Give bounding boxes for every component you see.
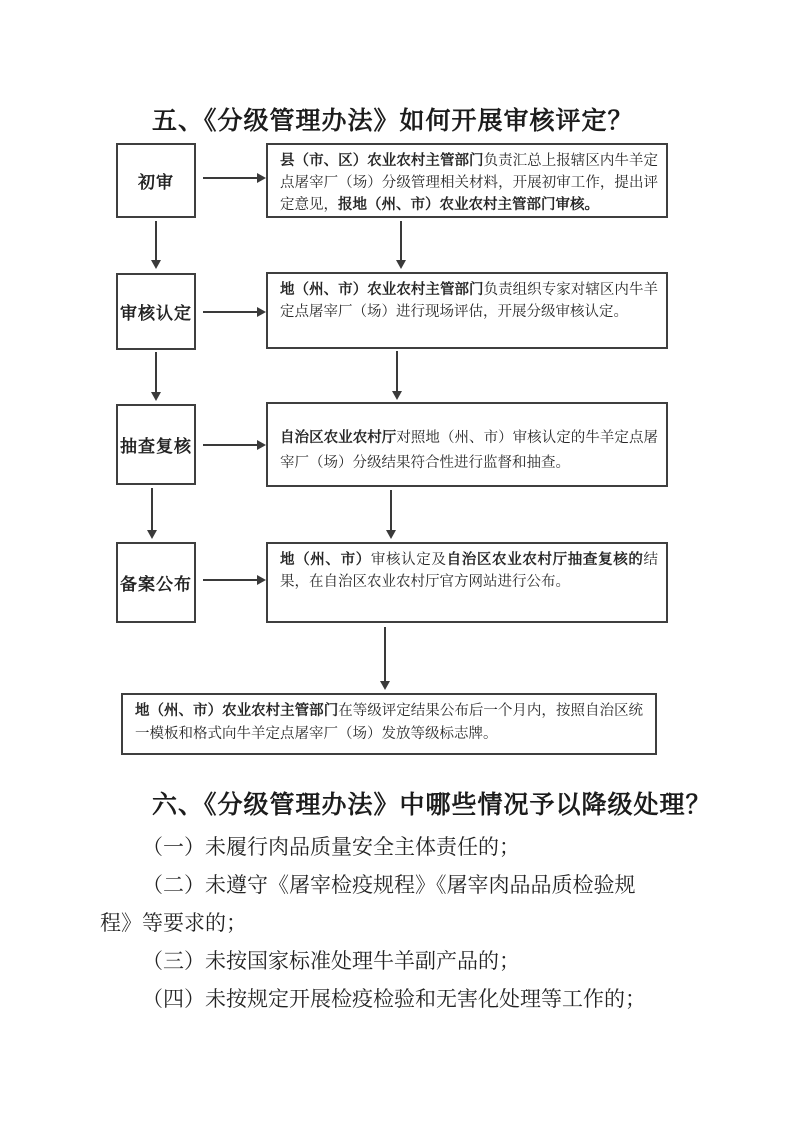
arrow-down-right-1: [400, 221, 402, 260]
list-item-3: （三）未按国家标准处理牛羊副产品的；: [142, 949, 520, 973]
flow-step-box-3: [116, 404, 196, 485]
arrow-down-left-1: [155, 221, 157, 260]
arrow-right-4: [203, 579, 257, 581]
flow-step-label-2: 审核认定: [120, 304, 192, 323]
flow-step-box-2: [116, 273, 196, 350]
arrow-right-1: [203, 177, 257, 179]
flow-desc-box-4: [266, 542, 668, 623]
flow-step-label-1: 初审: [138, 173, 174, 192]
list-item-2: （二）未遵守《屠宰检疫规程》《屠宰肉品品质检验规程》等要求的；: [100, 873, 636, 935]
arrow-right-3: [203, 444, 257, 446]
list-item-4: （四）未按规定开展检疫检验和无害化处理等工作的；: [142, 987, 646, 1011]
flow-desc-text-2: 地（州、市）农业农村主管部门负责组织专家对辖区内牛羊定点屠宰厂（场）进行现场评估，开展分级审核认定。: [280, 282, 659, 320]
section6-heading: 六、《分级管理办法》中哪些情况予以降级处理？: [152, 791, 712, 819]
arrow-down-right-3: [390, 490, 392, 530]
list-item-1: （一）未履行肉品质量安全主体责任的；: [142, 835, 520, 859]
flow-step-label-4: 备案公布: [120, 575, 192, 594]
arrow-down-final: [384, 627, 386, 681]
flow-desc-box-1: [266, 143, 668, 218]
final-note-box: [121, 693, 657, 755]
flow-step-box-1: [116, 143, 196, 218]
arrow-down-left-2: [155, 352, 157, 392]
flow-step-label-3: 抽查复核: [120, 437, 192, 456]
arrow-down-right-2: [396, 351, 398, 391]
arrow-right-2: [203, 311, 257, 313]
downgrade-list: [100, 828, 660, 1018]
arrow-down-left-3: [151, 488, 153, 530]
flow-step-box-4: [116, 542, 196, 623]
flow-desc-text-1: 县（市、区）农业农村主管部门负责汇总上报辖区内牛羊定点屠宰厂（场）分级管理相关材料，开展初审工作，提出评定意见，报地（州、市）农业农村主管部门审核。: [280, 153, 659, 213]
flow-desc-box-2: [266, 272, 668, 349]
flow-desc-box-3: [266, 402, 668, 487]
final-note-text: 地（州、市）农业农村主管部门在等级评定结果公布后一个月内，按照自治区统一模板和格式向牛羊定点屠宰厂（场）发放等级标志牌。: [135, 703, 644, 742]
flow-desc-text-4: 地（州、市）审核认定及自治区农业农村厅抽查复核的结果，在自治区农业农村厅官方网站进行公布。: [280, 552, 659, 590]
section5-heading: 五、《分级管理办法》如何开展审核评定？: [152, 107, 634, 135]
flow-desc-text-3: 自治区农业农村厅对照地（州、市）审核认定的牛羊定点屠宰厂（场）分级结果符合性进行监督和抽查。: [280, 430, 659, 471]
